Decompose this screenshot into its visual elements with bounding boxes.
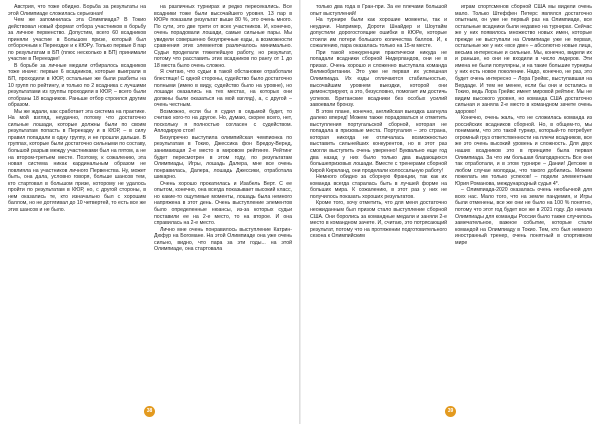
paragraph: В этом плане, конечно, английская выездка шагнула далеко вперед! Можем также порадоваться и отметить выступления португальской сборной, которая не попадала в призовые места. Португалия – это страна, которая никогда не отличалась возможностью выставить сильнейших конкурентов, но в этот раз смогли выступить очень уверенно! Буквально еще год два назад у них было только два выдающихся большепризовых лошади. Вместе с тренерами сборной Кирой Киркланд, они проделали колоссальную работу! <box>310 108 447 174</box>
paragraph: При такой конкуренции практически никуда не попадали всадники сборной Нидерландов, они не в призах. Очень хорошо и сложенно выступала команда Великобритании. Это уже не первая их успешная Олимпиада. Их езды отличаются стабильностью, высочайшим уровнем выездки, которой они демонстрируют, а это, безусловно, помогает им достичь успехов. Британские всадники без особых усилий завоевали бронзу. <box>310 49 447 109</box>
right-page <box>300 0 600 424</box>
paragraph: Чем же запомнилась эта Олимпиада? В Токио действовал новый формат отбора участников в борьбу за личное первенство. Допустим, всего 60 всадников приняли участие в Большом призе, который был отборочным к Переездке и к КЮРу. Только первые 8 пар по результатам в БП (плюс несколько в БП) принимали участие в Переездке! <box>8 17 146 63</box>
left-page-column-2 <box>154 4 292 404</box>
paragraph: Немного обидно за сборную Франции, так как их команда всегда старалась быть в лучшей форме на больших мира. К сожалению, в этот раз у них не получилось показать хороших результатов. <box>310 174 447 200</box>
paragraph: Конечно, очень жаль, что не сложилась команда из российских всадников сборной. Но, в общем-то, мы понимаем, что это такой турнир, который-то потребует огромный груз ответственности на плечи всадников, все же это очень высокий уровень и сложность. Для двух наших всадников это в принципе была первая Олимпиада. За что им большая благодарность Все они так отработали, и в этом турнире – Дании! Детские в любом случае молодцы, что такого добились. Можем пожелать им только успехов! – подели элементным Юрия Романова, международный судья 4*. <box>455 115 592 187</box>
page-gutter <box>299 0 301 424</box>
right-page-column-1 <box>310 4 447 404</box>
right-page-columns <box>310 4 592 404</box>
page-number: 38 <box>144 406 155 417</box>
paragraph: играм спортсменов сборной США мы видели очень мало. Только Штеффен Петерс являлся достаточно опытным, он уже не первый раз на Олимпиаде, все остальные всадники были недавно на турнирах. Сейчас же у них появилось множество новых имен, которые прежде не выступали на Олимпиаде уже не первая, остальные же у них «все две» – абсолютно новые лица, весьма интересные и сильные. Мы, конечно, видели их и раньше, но они не входили в число лидеров. Эти имена не были популярны, и на такие большие турниры у них есть новое поколение. Надо, конечно, не раз, это будет очень интересно – Лора Грейвс, выступавшая на Вердаде. И тем не менее, если бы они и остались в Токио, ведь Лора Грейвс имеет мировой рейтинг. Мы не видим высокого уровня, но команда США достаточно сильная и заняла 2-е место в командном зачете очень здорово! <box>455 4 592 115</box>
paragraph: Мы же ждали, как сработает эта система на практике. На мой взгляд, неудачно, потому что достаточно сильные лошади, которые должны были по своим результатам попасть в Переездку и в КЮР, – в силу правил попадали в одну группу, и не прошли дальше. В группах, которые были достаточно сильными по составу, большой разрыв между участниками был на пятом, а не на втором-третьем месте. Поэтому, к сожалению, эта новая система никак кардинальным образом не повлияла на участников личного Первенства. Ну, может быть, она дала, условно говоря, больше шансов тем, кто стартовал в большом призе, которому не удалось пройти по результатам в КЮР, но, с другой стороны, в нем оказались те, кто изначально был с хорошим баллом, но не дотягивал до 10 четвертей, то есть все же этих шансов и не было. <box>8 108 146 213</box>
paragraph: Возможно, если бы я судил в седьмой будет, то считаю кого-то на другое. Но, думаю, скорее всего, нет, поскольку я полностью согласен с судейством. Аплодирую стоя! <box>154 108 292 135</box>
paragraph: Я считаю, что судьи в такой обстановке отработали блестяще! С одной стороны, судейство было достаточно полными (имею в виду, судейство было на уровне), но лошади оказались на тех местах, на которых они должны были оказаться на мой взгляд), а, с другой – очень честным. <box>154 69 292 109</box>
paragraph: В борьбе за личные медали отбиралось всадников тоже иначе: первые 6 всадников, которые выиграли в БП, проходили в КЮР, остальные же были разбиты на 10 групп по рейтингу, и только по 2 всадника с лучшими результатами из группы проходили в КЮР, – всего были отобраны 18 всадников. Раньше отбор строился другим образом. <box>8 62 146 109</box>
paragraph: на различных турнирах и редко пересекались. Все всадники тоже были высочайшего уровня. 13 пар в КЮРе показали результат выше 80 %, это очень много. По сути, это две трети от всех участников. И, конечно, очень порадовали лошади, самые сильные пары. Мы увидели совершенно безупречные езды, а возможности сравнения этих элементов различалось минимально. Судьи проделали тяжелейшую работу, но результат, потому что расставить этих всадников по рангу от 1 до 18 места было очень сложно. <box>154 4 292 69</box>
left-page-column-1 <box>8 4 146 404</box>
left-page-columns <box>8 4 292 404</box>
paragraph: Австрия, что тоже обидно. Борьба за результаты на этой Олимпиаде сложилась серьезная! <box>8 4 146 17</box>
right-page-column-2 <box>455 4 592 404</box>
paragraph: Лично мне очень понравилось выступление Катрин-Дюфур на Богомане. На этой Олимпиаде она уже очень сильно, видно, что пара за эти годы... на этой Олимпиаде, она стартовала <box>154 226 292 253</box>
paragraph: На турнире были как хорошие моменты, так и неудачи. Например, Дороти Шнайдер и Шоутайм допустили дорогостоящие ошибки в КЮРе, которые стоили им потери большого количества баллов. И, к сожалению, пара оказалась только на 15-м месте. <box>310 17 447 50</box>
paragraph: – Олимпиада-2020 оказалась очень необычной для всех нас. Мало того, что на земле пандемия, и Игры были отменены, все же они не было на 100 % понятно, потому что этот год будет все же в 2021 году. До начала Олимпиады для команды России было также случилось замечательное, важное событие, которые стали командой на Олимпиаду в Токио. Тем, кто был немного иностранный тренер, очень понятный в спортивном мире <box>455 187 592 246</box>
paragraph: Безупречно выступила олимпийская чемпионка по результатам в Токио, Джессика фон Бредоу-Вернд, занимающая 2-е место в мировом рейтинге. Рейтинг будет пересмотрен в этом году, по результатам Олимпиады, Игры, лошадь Далера, мне все очень понравилась, Далера, лошадь Джессики, отработала шикарно. <box>154 134 292 181</box>
paragraph: только два года в Гран-при. За ее плечами большой опыт выступлений! <box>310 4 447 17</box>
paragraph: Очень хорошо прокатилась и Изабель Верт. С ее опытом, конечно, она всегда показывает высокий класс, но какие-то ощутимые моменты, лошадь была немного напряжена в этот день. Очень выступление элементов было определенные нюансы, из-за которых судьи поставили ее на 2-е место, то на второе. И она справилась на 2-е место. <box>154 180 292 227</box>
paragraph: Кроме того, хочу отметить, что для меня достаточно неожиданным был призом стало выступление сборной США. Они боролись за командные медали и заняли 2-е место в командном зачете. И, считаю, это потрясающий результат, потому что на протяжении подготовительного сезона к Олимпийским <box>310 200 447 240</box>
page-number: 39 <box>445 406 456 417</box>
